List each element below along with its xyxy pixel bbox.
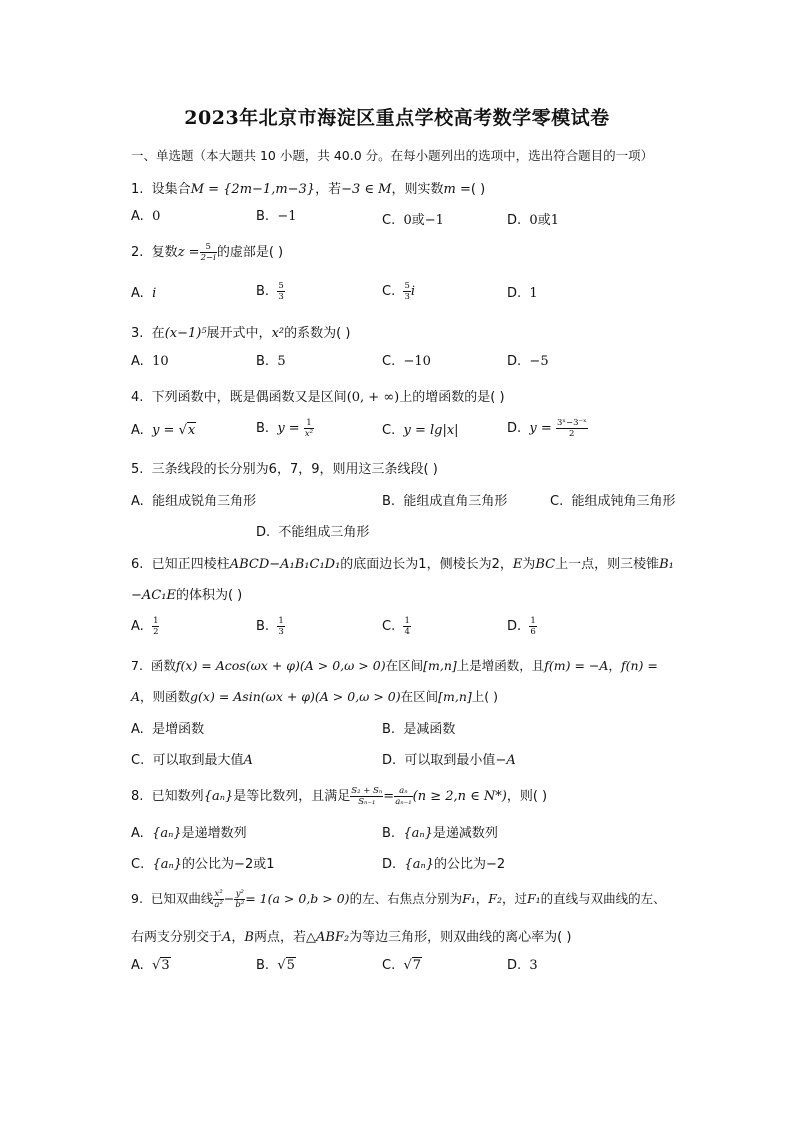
section-header: 一、单选题（本大题共 10 小题，共 40.0 分。在每小题列出的选项中，选出符合题目的一项） [131,148,654,163]
option-b[interactable]: B. 能组成直角三角形 [382,494,508,509]
question-number: 8. [131,789,144,804]
option-a[interactable]: A. 0 [131,209,161,224]
question-number: 6. [131,557,144,572]
sqrt-symbol: √3 [152,958,170,973]
sqrt-symbol: √7 [403,958,422,973]
option-d[interactable]: D. $\frac{1}{6}$ [507,616,536,637]
question-7-continued: A，则函数g(x) = Asin(ωx + φ)(A > 0,ω > 0)在区间[m,n]上( ) [131,689,499,704]
option-d[interactable]: D. 不能组成三角形 [256,525,370,540]
option-c[interactable]: C. −10 [382,354,431,369]
option-b[interactable]: B. 是减函数 [382,722,456,737]
question-1: 1. 设集合M = {2m−1,m−3}，若−3 ∈ M，则实数m =( ) [131,182,486,197]
option-a[interactable]: A. 是增函数 [131,722,205,737]
option-b[interactable]: B. $\frac{5}{3}$ [256,281,284,302]
question-number: 3. [131,326,144,341]
option-d[interactable]: D. 0或1 [507,213,559,228]
option-b[interactable]: B. y = $\frac{1}{\text{x²}}$ [256,418,314,439]
option-c[interactable]: C. $\frac{1}{4}$ [382,616,410,637]
question-6: 6. 已知正四棱柱ABCD−A₁B₁C₁D₁的底面边长为1，侧棱长为2，E为BC上一点，则三棱锥B₁ [131,557,674,572]
question-9: 9. 已知双曲线 $\frac{\text{x²}}{\text{a²}}$ − $\frac{\text{y²}}{\text{b²}}$ = 1(a > 0,b > 0)的左、右焦点分别为F₁，F₂，过F₁的直线与双曲线的左、 [131,889,666,910]
option-d[interactable]: D. −5 [507,354,549,369]
fraction: $\frac{5}{2-i}$ [200,242,216,263]
sqrt-symbol: √5 [277,958,295,973]
option-a[interactable]: A. 能组成锐角三角形 [131,494,257,509]
option-b[interactable]: B. −1 [256,209,297,224]
option-a[interactable]: A. 10 [131,354,169,369]
question-3: 3. 在(x−1)⁵展开式中，x²的系数为( ) [131,326,351,341]
option-b[interactable]: B. 5 [256,354,286,369]
exam-title: 2023年北京市海淀区重点学校高考数学零模试卷 [184,107,610,129]
question-number: 1. [131,182,144,197]
option-c[interactable]: C. $\frac{5}{3}$ i [382,281,416,302]
question-9-continued: 右两支分别交于A，B两点，若△ABF₂为等边三角形，则双曲线的离心率为( ) [131,930,572,945]
question-number: 2. [131,245,144,260]
option-c[interactable]: C. y = lg|x| [382,423,459,438]
question-number: 5. [131,462,144,477]
option-a[interactable]: A. √3 [131,958,170,973]
option-c[interactable]: C. √7 [382,958,422,973]
option-b[interactable]: B. {aₙ}是递减数列 [382,826,498,841]
option-d[interactable]: D. 3 [507,958,538,973]
option-c[interactable]: C. {aₙ}的公比为−2或1 [131,857,275,872]
question-number: 4. [131,390,144,405]
option-c[interactable]: C. 能组成钝角三角形 [550,494,676,509]
option-c[interactable]: C. 可以取到最大值A [131,753,253,768]
option-d[interactable]: D. 可以取到最小值−A [382,753,516,768]
question-8: 8. 已知数列{aₙ}是等比数列，且满足 $\frac{\text{S₂ + Sₙ}}{\text{Sₙ₋₁}}$ = $\frac{\text{aₙ}}{\text{aₙ₋₁}}$ (n ≥ 2,n ∈ N*)，则( ) [131,786,548,807]
question-7: 7. 函数f(x) = Acos(ωx + φ)(A > 0,ω > 0)在区间[m,n]上是增函数，且f(m) = −A，f(n) = [131,658,658,673]
question-2: 2. 复数z = $\frac{5}{2-i}$ 的虚部是( ) [131,242,284,263]
option-d[interactable]: D. 1 [507,286,538,301]
option-d[interactable]: D. y = $\frac{\text{3ˣ−3⁻ˣ}}{2}$ [507,418,587,439]
option-a[interactable]: A. y = √x [131,423,196,438]
question-6-continued: −AC₁E的体积为( ) [131,588,243,603]
option-a[interactable]: A. $\frac{1}{2}$ [131,616,159,637]
question-number: 7. [131,658,143,673]
option-a[interactable]: A. i [131,286,157,301]
option-c[interactable]: C. 0或−1 [382,213,444,228]
sqrt-symbol: √x [178,423,196,438]
option-d[interactable]: D. {aₙ}的公比为−2 [382,857,506,872]
option-b[interactable]: B. $\frac{1}{3}$ [256,616,284,637]
option-a[interactable]: A. {aₙ}是递增数列 [131,826,247,841]
question-number: 9. [131,891,143,906]
question-5: 5. 三条线段的长分别为6，7，9，则用这三条线段( ) [131,462,438,477]
option-b[interactable]: B. √5 [256,958,295,973]
question-4: 4. 下列函数中，既是偶函数又是区间(0, + ∞)上的增函数的是( ) [131,390,505,405]
